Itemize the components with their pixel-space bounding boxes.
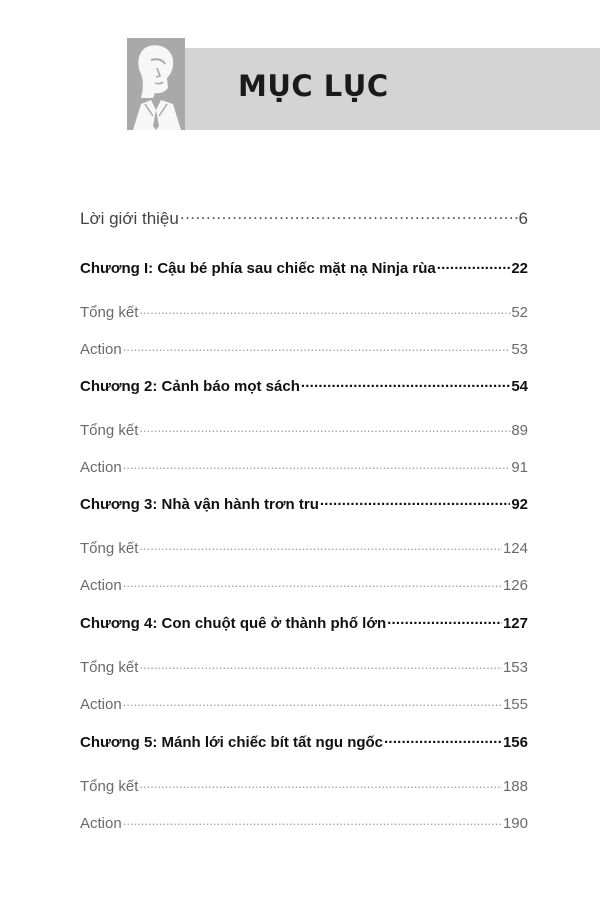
toc-subsection-row[interactable] (80, 339, 528, 358)
toc-chapter-row[interactable] (80, 376, 528, 395)
toc-subsection-row[interactable] (80, 776, 528, 795)
toc-subsection-label: Action (80, 577, 122, 594)
leader-dots (437, 258, 511, 273)
leader-dots (384, 732, 502, 747)
toc-subsection-label: Tổng kết (80, 659, 139, 676)
toc-subsection-row[interactable] (80, 538, 528, 557)
toc-chapter-row[interactable] (80, 258, 528, 277)
toc-subsection-page: 188 (502, 778, 528, 795)
toc-subsection-page: 153 (502, 659, 528, 676)
toc-subsection-row[interactable] (80, 457, 528, 476)
toc-chapter-label: Chương 3: Nhà vận hành trơn tru (80, 496, 319, 513)
toc-subsection-label: Tổng kết (80, 778, 139, 795)
toc-chapter-page: 156 (502, 734, 528, 751)
leader-dots (387, 613, 502, 628)
leader-dots (123, 694, 502, 709)
toc-chapter-label: Chương 2: Cảnh báo mọt sách (80, 378, 300, 395)
leader-dots (139, 538, 502, 553)
toc-intro-label: Lời giới thiệu (80, 209, 179, 228)
toc-chapter-row[interactable] (80, 613, 528, 632)
toc-chapter-page: 22 (511, 260, 528, 277)
toc-subsection-row[interactable] (80, 694, 528, 713)
toc-chapter-page: 54 (511, 378, 528, 395)
toc-chapter-label: Chương 5: Mánh lới chiếc bít tất ngu ngốc (80, 734, 384, 751)
toc-chapter-page: 127 (502, 615, 528, 632)
toc-subsection-row[interactable] (80, 575, 528, 594)
leader-dots (180, 207, 518, 224)
toc-subsection-row[interactable] (80, 302, 528, 321)
toc-chapter-page: 92 (511, 496, 528, 513)
toc-chapter-label: Chương 4: Con chuột quê ở thành phố lớn (80, 615, 387, 632)
leader-dots (301, 376, 510, 391)
leader-dots (139, 302, 510, 317)
page-title: MỤC LỤC (238, 69, 389, 103)
toc-subsection-page: 89 (511, 422, 528, 439)
toc-subsection-page: 53 (511, 341, 528, 358)
leader-dots (123, 575, 502, 590)
leader-dots (123, 457, 511, 472)
toc-intro-row[interactable] (80, 207, 528, 229)
gentleman-portrait-icon (127, 38, 185, 130)
toc-subsection-row[interactable] (80, 813, 528, 832)
toc-chapter-label: Chương I: Cậu bé phía sau chiếc mặt nạ Ninja rùa (80, 260, 436, 277)
toc-subsection-label: Action (80, 341, 122, 358)
toc-subsection-label: Action (80, 459, 122, 476)
toc-subsection-label: Tổng kết (80, 422, 139, 439)
toc-subsection-label: Tổng kết (80, 304, 139, 321)
toc-subsection-label: Action (80, 815, 122, 832)
toc-subsection-page: 124 (502, 540, 528, 557)
toc-subsection-row[interactable] (80, 420, 528, 439)
toc-subsection-page: 52 (511, 304, 528, 321)
leader-dots (139, 776, 502, 791)
toc-chapter-row[interactable] (80, 732, 528, 751)
toc-subsection-page: 126 (502, 577, 528, 594)
leader-dots (123, 813, 502, 828)
toc-subsection-page: 91 (511, 459, 528, 476)
toc-chapter-row[interactable] (80, 494, 528, 513)
leader-dots (320, 494, 510, 509)
toc-subsection-page: 190 (502, 815, 528, 832)
toc-subsection-label: Action (80, 696, 122, 713)
toc-subsection-row[interactable] (80, 657, 528, 676)
toc-intro-page: 6 (518, 209, 528, 228)
toc-subsection-label: Tổng kết (80, 540, 139, 557)
leader-dots (139, 420, 510, 435)
toc-subsection-page: 155 (502, 696, 528, 713)
leader-dots (139, 657, 502, 672)
leader-dots (123, 339, 511, 354)
